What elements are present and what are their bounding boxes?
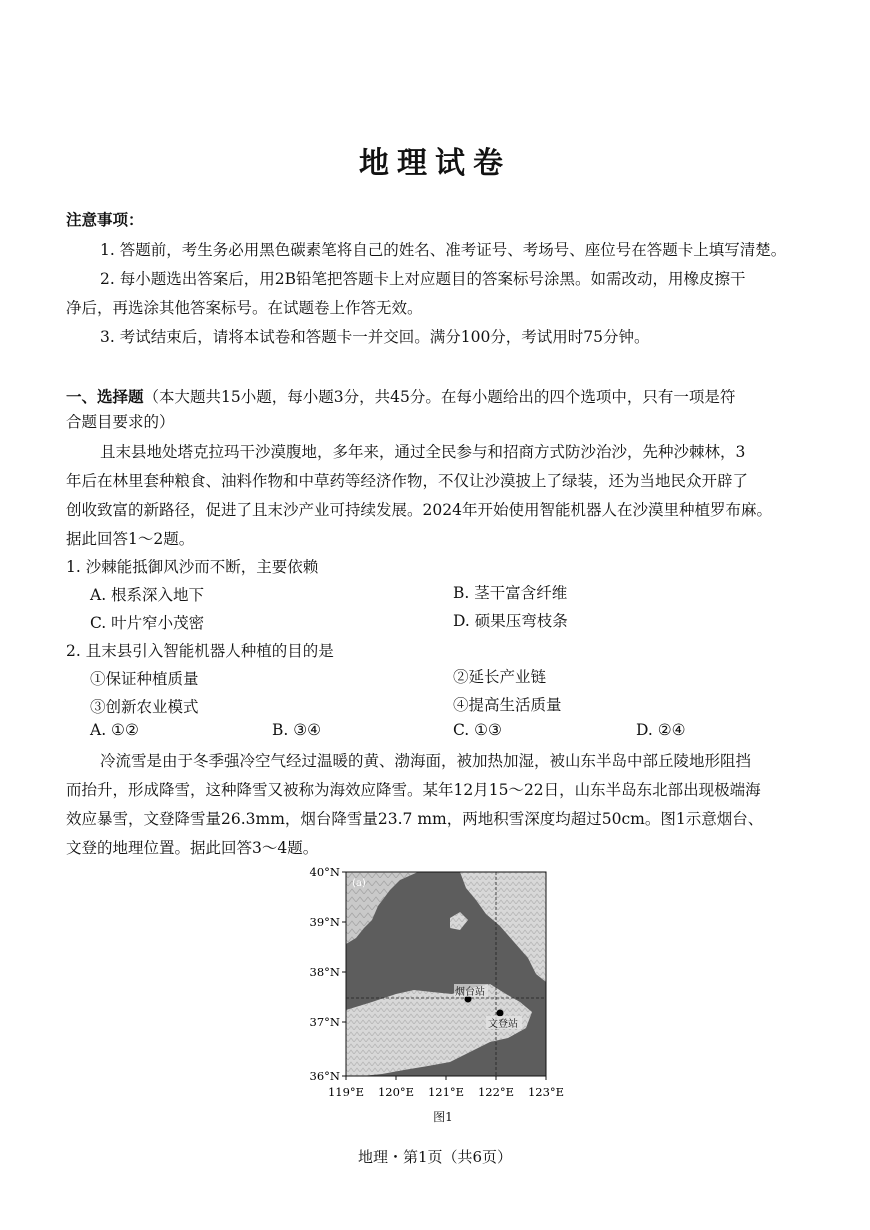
lon-label-121: 121°E [427, 1085, 465, 1099]
question-2-option-a: A. ①② [90, 721, 139, 739]
map-svg [300, 862, 590, 1106]
wendeng-station-dot [497, 1010, 504, 1017]
notice-heading: 注意事项： [66, 210, 144, 229]
lat-label-40: 40°N [309, 865, 340, 879]
passage-2-line-1: 冷流雪是由于冬季强冷空气经过温暖的黄、渤海面，被加热加湿，被山东半岛中部丘陵地形阻挡 [100, 752, 752, 770]
lat-label-38: 38°N [309, 965, 340, 979]
question-1-option-a: A. 根系深入地下 [90, 586, 205, 604]
page-footer: 地理・第1页（共6页） [357, 1148, 513, 1166]
question-1-option-d: D. 硕果压弯枝条 [453, 612, 568, 630]
passage-1-line-3: 创收致富的新路径，促进了且末沙产业可持续发展。2024年开始使用智能机器人在沙漠里种植罗布麻。 [66, 501, 772, 519]
question-1-stem: 1. 沙棘能抵御风沙而不断，主要依赖 [66, 558, 319, 576]
question-2-option-d: D. ②④ [636, 721, 686, 739]
question-2-option-c: C. ①③ [453, 721, 502, 739]
passage-2-line-4: 文登的地理位置。据此回答3～4题。 [66, 839, 319, 857]
lat-label-36: 36°N [309, 1069, 340, 1083]
page-title: 地理试卷 [359, 146, 511, 181]
notice-item-1: 1. 答题前，考生务必用黑色碳素笔将自己的姓名、准考证号、考场号、座位号在答题卡上填写清楚。 [100, 241, 787, 259]
question-2-stem: 2. 且末县引入智能机器人种植的目的是 [66, 642, 334, 660]
passage-2-line-3: 效应暴雪，文登降雪量26.3mm，烟台降雪量23.7 mm，两地积雪深度均超过50cm。图1示意烟台、 [66, 810, 764, 828]
passage-2-line-2: 而抬升，形成降雪，这种降雪又被称为海效应降雪。某年12月15～22日，山东半岛东北部出现极端海 [66, 781, 761, 799]
lon-label-122: 122°E [477, 1085, 515, 1099]
panel-label: (a) [352, 878, 366, 889]
notice-item-2-line-1: 2. 每小题选出答案后，用2B铅笔把答题卡上对应题目的答案标号涂黑。如需改动，用橡皮擦干 [100, 270, 746, 288]
section-heading-line-2: 合题目要求的） [66, 413, 175, 431]
question-2-statement-4: ④提高生活质量 [453, 696, 562, 714]
question-2-statement-3: ③创新农业模式 [90, 698, 199, 716]
passage-1-line-1: 且末县地处塔克拉玛干沙漠腹地，多年来，通过全民参与和招商方式防沙治沙，先种沙棘林，3 [100, 443, 746, 461]
question-1-option-b: B. 茎干富含纤维 [453, 584, 568, 602]
question-2-statement-1: ①保证种植质量 [90, 670, 199, 688]
question-1-option-c: C. 叶片窄小茂密 [90, 614, 205, 632]
lon-label-123: 123°E [527, 1085, 565, 1099]
wendeng-station-label: 文登站 [488, 1019, 518, 1030]
lat-label-39: 39°N [309, 915, 340, 929]
section-heading-rest: （本大题共15小题，每小题3分，共45分。在每小题给出的四个选项中，只有一项是符 [143, 388, 736, 406]
section-heading [66, 385, 735, 407]
yantai-station-label: 烟台站 [455, 987, 485, 998]
lon-label-120: 120°E [377, 1085, 415, 1099]
section-heading-bold: 一、选择题 [66, 387, 144, 406]
passage-1-line-2: 年后在林里套种粮食、油料作物和中草药等经济作物，不仅让沙漠披上了绿装，还为当地民众开辟了 [66, 472, 749, 490]
notice-item-2-line-2: 净后，再选涂其他答案标号。在试题卷上作答无效。 [66, 299, 423, 317]
passage-1-line-4: 据此回答1～2题。 [66, 530, 195, 548]
figure-1-map [300, 862, 590, 1106]
question-2-statement-2: ②延长产业链 [453, 668, 547, 686]
notice-item-3: 3. 考试结束后，请将本试卷和答题卡一并交回。满分100分，考试用时75分钟。 [100, 328, 650, 346]
lat-label-37: 37°N [309, 1015, 340, 1029]
figure-caption: 图1 [433, 1110, 453, 1124]
question-2-option-b: B. ③④ [272, 721, 322, 739]
lon-label-119: 119°E [327, 1085, 365, 1099]
